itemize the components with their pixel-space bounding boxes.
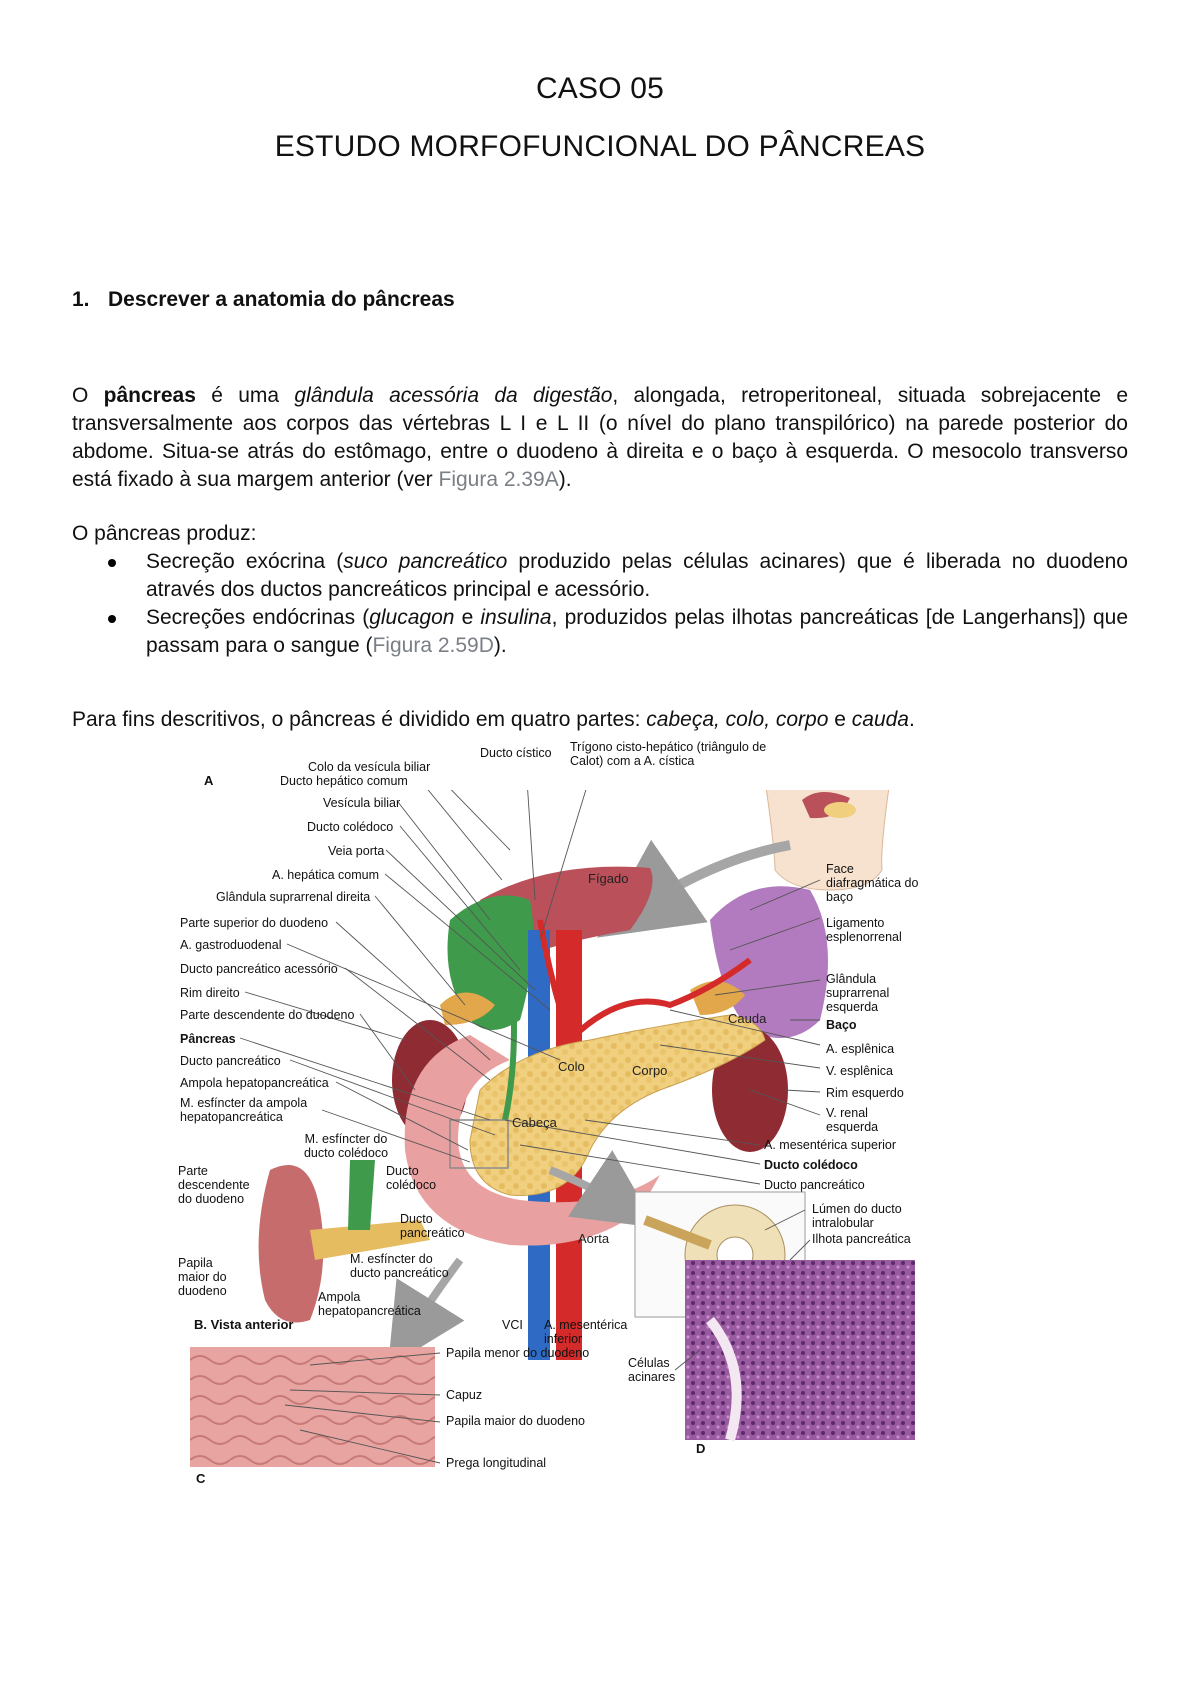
text-run: O: [72, 384, 104, 407]
label-v-esplenica: V. esplênica: [826, 1064, 893, 1078]
label-prega: Prega longitudinal: [446, 1456, 547, 1470]
text-run: Para fins descritivos, o pâncreas é dividido em quatro partes:: [72, 708, 647, 731]
label-lumen: Lúmen do ducto intralobular: [812, 1202, 902, 1230]
bullet-icon: [108, 615, 116, 623]
label-a-hepatica: A. hepática comum: [272, 868, 379, 882]
label-suprarrenal-dir: Glândula suprarrenal direita: [216, 890, 371, 904]
label-parte-descendente-b: Parte descendente do duodeno: [178, 1164, 250, 1206]
label-esfincter-coledoco: M. esfíncter do ducto colédoco: [303, 1132, 389, 1160]
section-number: 1.: [72, 288, 90, 311]
label-veia-porta: Veia porta: [328, 844, 385, 858]
secretion-list: [72, 548, 1128, 660]
text-run: Secreções endócrinas (: [146, 606, 370, 629]
label-v-renal: V. renal esquerda: [826, 1106, 879, 1134]
label-ligamento: Ligamento esplenorrenal: [826, 916, 902, 944]
label-figado: Fígado: [588, 871, 629, 886]
text-run: .: [908, 708, 915, 731]
label-rim-direito: Rim direito: [180, 986, 240, 1000]
list-item: [72, 548, 1128, 604]
text-run: e: [828, 708, 852, 731]
text-run: , produzidos pelas ilhotas pancreáticas [de Langerhans]) que passam para o sangue (: [146, 606, 1128, 657]
label-a-mesenterica-inf: A. mesentérica inferior: [544, 1318, 628, 1346]
label-ducto-cistico: Ducto cístico: [480, 746, 552, 760]
label-pancreas: Pâncreas: [180, 1032, 236, 1046]
label-corpo: Corpo: [632, 1063, 668, 1078]
label-ducto-pancreatico-r: Ducto pancreático: [764, 1178, 865, 1192]
italic-term: insulina: [480, 606, 552, 629]
panel-d-label: D: [696, 1441, 706, 1456]
text-run: ).: [493, 634, 507, 657]
pancreas-anatomy-figure: [178, 740, 1010, 1670]
panel-b-label: B. Vista anterior: [194, 1317, 294, 1332]
italic-term: glândula acessória da digestão: [294, 384, 613, 407]
panel-c-label: C: [196, 1471, 206, 1486]
italic-term: cabeça, colo, corpo: [646, 708, 829, 731]
paragraph-parts: [72, 706, 1128, 734]
label-esfincter-pancreatico: M. esfíncter do ducto pancreático: [350, 1252, 449, 1280]
label-coledoco: Ducto colédoco: [307, 820, 394, 834]
label-vci: VCI: [502, 1318, 523, 1332]
text-run: Secreção exócrina (: [146, 550, 344, 573]
text-run: , alongada, retroperitoneal, situada sobrejacente e transversalmente aos corpos das vértebras L I e L II (o nível do plano transpilórico) na parede posterior do abdome. Situa-se atrás do estômago, entre o duodeno à direita e o baço à esquerda. O mesocolo transverso está fixado à sua margem anterior (ver: [72, 384, 1128, 491]
italic-term: glucagon: [369, 606, 455, 629]
label-ampola: Ampola hepatopancreática: [180, 1076, 329, 1090]
label-cabeca: Cabeça: [512, 1115, 557, 1130]
label-a-gastroduodenal: A. gastroduodenal: [180, 938, 282, 952]
histology-image: [685, 1260, 915, 1440]
label-ducto-coledoco-r: Ducto colédoco: [764, 1158, 858, 1172]
bullet-icon: [108, 559, 116, 567]
label-a-mesenterica-sup: A. mesentérica superior: [764, 1138, 897, 1152]
text-run: ).: [558, 468, 572, 491]
label-trigono: Trígono cisto-hepático (triângulo de Calot) com a A. cística: [570, 740, 767, 768]
label-colo-vesicula: Colo da vesícula biliar: [308, 760, 431, 774]
section-title: Descrever a anatomia do pâncreas: [108, 288, 455, 311]
label-celulas-acinares: Células acinares: [628, 1356, 676, 1384]
subject-title: ESTUDO MORFOFUNCIONAL DO PÂNCREAS: [274, 130, 926, 163]
paragraph-anatomy: [72, 382, 1128, 494]
label-vesicula: Vesícula biliar: [323, 796, 401, 810]
label-ducto-pancreatico-b: Ducto pancreático: [400, 1212, 465, 1240]
label-esfincter-ampola: M. esfíncter da ampola hepatopancreática: [180, 1096, 308, 1124]
text-run: é uma: [195, 384, 295, 407]
label-colo: Colo: [558, 1059, 585, 1074]
label-aorta: Aorta: [578, 1231, 610, 1246]
label-face-diafragmatica: Face diafragmática do baço: [826, 862, 919, 904]
figure-link[interactable]: Figura 2.39A: [438, 468, 559, 491]
case-title: CASO 05: [535, 72, 665, 105]
label-capuz: Capuz: [446, 1388, 483, 1402]
label-cauda: Cauda: [728, 1011, 767, 1026]
label-ducto-hepatico: Ducto hepático comum: [280, 774, 408, 788]
label-papila-maior-c: Papila maior do duodeno: [446, 1414, 585, 1428]
label-papila-maior-b: Papila maior do duodeno: [178, 1256, 227, 1298]
italic-term: cauda: [851, 708, 909, 731]
section-heading: [72, 288, 455, 312]
bold-term: pâncreas: [103, 384, 196, 407]
label-ampola-b: Ampola hepatopancreática: [318, 1290, 421, 1318]
label-baco: Baço: [826, 1018, 857, 1032]
label-parte-superior: Parte superior do duodeno: [180, 916, 329, 930]
label-suprarrenal-esq: Glândula suprarrenal esquerda: [826, 972, 890, 1014]
label-ducto-coledoco-b: Ducto colédoco: [386, 1164, 437, 1192]
label-a-esplenica: A. esplênica: [826, 1042, 895, 1056]
label-ilhota: Ilhota pancreática: [812, 1232, 911, 1246]
label-parte-descendente: Parte descendente do duodeno: [180, 1008, 355, 1022]
figure-link[interactable]: Figura 2.59D: [372, 634, 494, 657]
paragraph-produces: O pâncreas produz:: [72, 522, 257, 545]
text-run: e: [454, 606, 481, 629]
label-ducto-pancreatico: Ducto pancreático: [180, 1054, 281, 1068]
panel-a-label: A: [204, 773, 214, 788]
text-run: produzido pelas células acinares) que é liberada no duodeno através dos ductos pancreáticos principal e acessório.: [146, 550, 1128, 601]
label-papila-menor: Papila menor do duodeno: [446, 1346, 590, 1360]
list-item: [72, 604, 1128, 660]
italic-term: suco pancreático: [343, 550, 508, 573]
label-rim-esquerdo: Rim esquerdo: [826, 1086, 904, 1100]
label-ducto-acessorio: Ducto pancreático acessório: [180, 962, 338, 976]
